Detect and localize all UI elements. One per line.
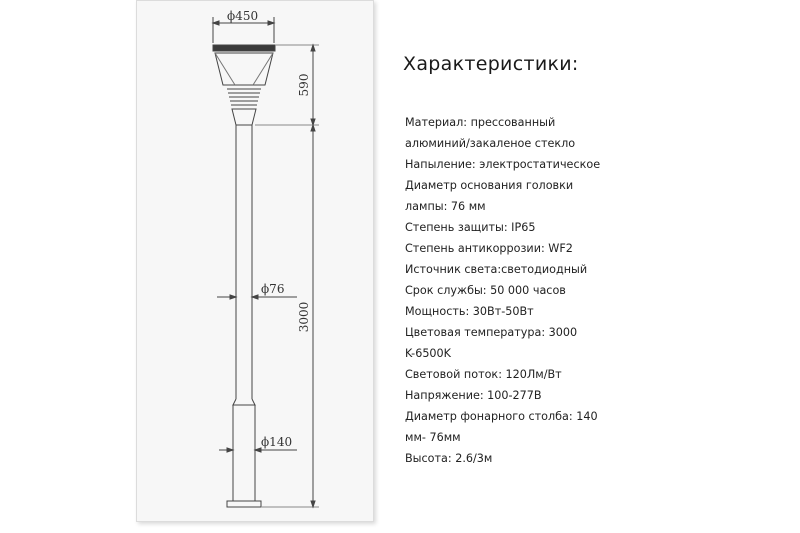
spec-line: Высота: 2.6/3м — [405, 452, 493, 465]
dim-arrow — [252, 295, 258, 299]
dim-label-pole-height: 3000 — [297, 301, 311, 333]
spec-line: Диаметр фонарного столба: 140 — [405, 410, 598, 423]
pole-base — [233, 405, 255, 501]
dim-label-base-diameter: ϕ140 — [261, 435, 293, 449]
spec-line: Источник света:светодиодный — [405, 263, 588, 276]
spec-line: Степень защиты: IP65 — [405, 221, 536, 234]
spec-line: лампы: 76 мм — [405, 200, 486, 213]
spec-line: Материал: прессованный — [405, 116, 556, 129]
lamp-head-neck — [232, 109, 256, 125]
dim-arrow — [311, 45, 315, 51]
lamp-head-diffuser — [215, 53, 273, 85]
dim-label-pole-diameter: ϕ76 — [261, 282, 285, 296]
spec-line: Срок службы: 50 000 часов — [405, 284, 566, 297]
spec-line: K-6500K — [405, 347, 452, 360]
technical-drawing-panel — [136, 0, 374, 522]
dim-arrow — [311, 125, 315, 131]
spec-line: мм- 76мм — [405, 431, 461, 444]
spec-line: Напыление: электростатическое — [405, 158, 601, 171]
spec-line: Степень антикоррозии: WF2 — [405, 242, 573, 255]
spec-line: Напряжение: 100-277В — [405, 389, 542, 402]
spec-line: алюминий/закаленое стекло — [405, 137, 576, 150]
specifications-title: Характеристики: — [403, 53, 579, 75]
spec-line: Мощность: 30Вт-50Вт — [405, 305, 534, 318]
spec-line: Диаметр основания головки — [405, 179, 574, 192]
spec-line: Световой поток: 120Лм/Вт — [405, 368, 562, 381]
dim-arrow — [311, 501, 315, 507]
specifications-list — [405, 112, 600, 469]
dim-arrow — [227, 448, 233, 452]
dim-label-head-height: 590 — [297, 73, 311, 97]
lamp-head-diffuser-lines — [215, 53, 273, 85]
lamp-post-drawing — [137, 1, 375, 523]
dim-arrow — [230, 295, 236, 299]
dim-arrow — [213, 21, 219, 25]
specifications-panel — [403, 0, 783, 533]
pole-transition — [233, 399, 255, 405]
spec-line: Цветовая температура: 3000 — [405, 326, 578, 339]
dim-arrow — [268, 21, 274, 25]
dim-label-head-diameter: ϕ450 — [227, 9, 259, 23]
lamp-head-cap — [213, 45, 275, 51]
pole-foot-plate — [227, 501, 261, 507]
